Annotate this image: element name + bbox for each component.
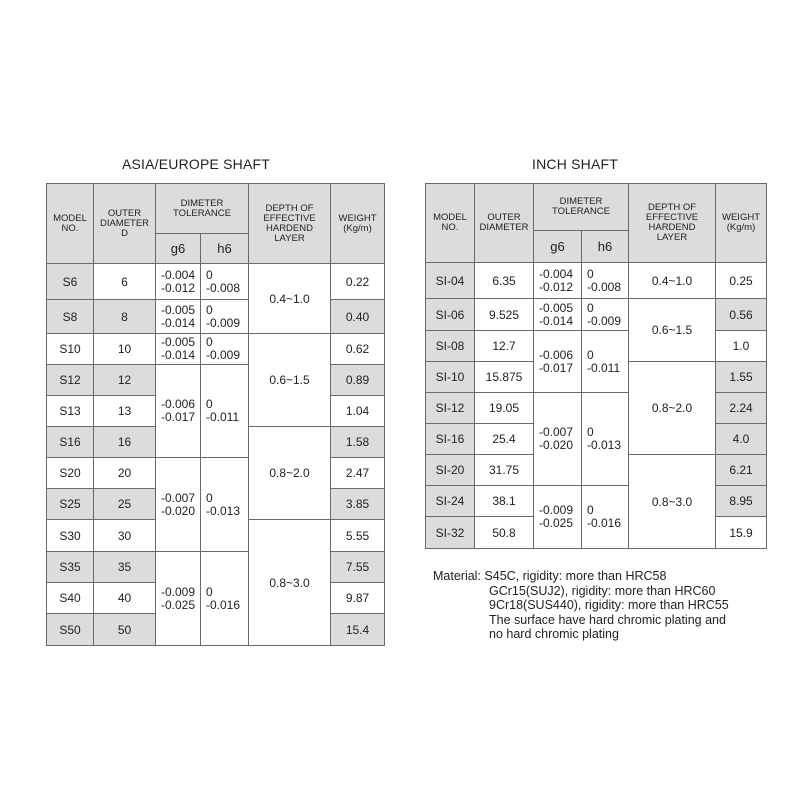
asia-europe-title: ASIA/EUROPE SHAFT bbox=[121, 156, 271, 172]
outer-diameter-cell: 6 bbox=[94, 264, 156, 300]
h6-cell: 0 -0.009 bbox=[582, 299, 629, 331]
outer-diameter-cell: 20 bbox=[94, 458, 156, 489]
model-cell: SI-06 bbox=[426, 299, 475, 331]
h6-cell: 0 -0.013 bbox=[582, 393, 629, 486]
weight-cell: 0.25 bbox=[716, 263, 767, 299]
material-line: Material: S45C, rigidity: more than HRC58 bbox=[433, 569, 667, 583]
weight-cell: 6.21 bbox=[716, 455, 767, 486]
weight-cell: 15.9 bbox=[716, 517, 767, 549]
depth-cell: 0.6~1.5 bbox=[249, 334, 331, 427]
weight-cell: 0.40 bbox=[331, 300, 385, 334]
weight-cell: 3.85 bbox=[331, 489, 385, 520]
weight-cell: 1.0 bbox=[716, 331, 767, 362]
g6-cell: -0.006 -0.017 bbox=[156, 365, 201, 458]
model-cell: S40 bbox=[47, 583, 94, 614]
weight-cell: 1.58 bbox=[331, 427, 385, 458]
material-line: 9Cr18(SUS440), rigidity: more than HRC55 bbox=[489, 598, 729, 612]
h6-cell: 0 -0.016 bbox=[201, 552, 249, 646]
h6-cell: 0 -0.009 bbox=[201, 334, 249, 365]
outer-diameter-cell: 25.4 bbox=[475, 424, 534, 455]
g6-cell: -0.009 -0.025 bbox=[156, 552, 201, 646]
h6-header: h6 bbox=[201, 234, 249, 264]
depth-cell: 0.8~2.0 bbox=[629, 362, 716, 455]
g6-cell: -0.006 -0.017 bbox=[534, 331, 582, 393]
g6-cell: -0.007 -0.020 bbox=[534, 393, 582, 486]
weight-cell: 4.0 bbox=[716, 424, 767, 455]
h6-cell: 0 -0.008 bbox=[201, 264, 249, 300]
model-cell: SI-20 bbox=[426, 455, 475, 486]
weight-cell: 15.4 bbox=[331, 614, 385, 646]
weight-cell: 9.87 bbox=[331, 583, 385, 614]
depth-header: DEPTH OF EFFECTIVE HARDEND LAYER bbox=[629, 184, 716, 263]
inch-shaft-title: INCH SHAFT bbox=[532, 156, 618, 172]
weight-cell: 0.56 bbox=[716, 299, 767, 331]
model-cell: S30 bbox=[47, 520, 94, 552]
g6-cell: -0.005 -0.014 bbox=[156, 300, 201, 334]
model-cell: S10 bbox=[47, 334, 94, 365]
outer-diameter-cell: 50.8 bbox=[475, 517, 534, 549]
model-cell: SI-16 bbox=[426, 424, 475, 455]
model-cell: S6 bbox=[47, 264, 94, 300]
h6-cell: 0 -0.008 bbox=[582, 263, 629, 299]
model-cell: S35 bbox=[47, 552, 94, 583]
outer-diameter-cell: 9.525 bbox=[475, 299, 534, 331]
model-header: MODEL NO. bbox=[47, 184, 94, 264]
outer-diameter-cell: 15.875 bbox=[475, 362, 534, 393]
outer-diameter-cell: 19.05 bbox=[475, 393, 534, 424]
weight-cell: 0.22 bbox=[331, 264, 385, 300]
h6-cell: 0 -0.009 bbox=[201, 300, 249, 334]
g6-header: g6 bbox=[534, 231, 582, 263]
outer-diameter-cell: 31.75 bbox=[475, 455, 534, 486]
depth-cell: 0.8~2.0 bbox=[249, 427, 331, 520]
model-cell: S8 bbox=[47, 300, 94, 334]
weight-cell: 7.55 bbox=[331, 552, 385, 583]
outer-diameter-cell: 35 bbox=[94, 552, 156, 583]
weight-cell: 5.55 bbox=[331, 520, 385, 552]
outer-diameter-header: OUTER DIAMETER D bbox=[94, 184, 156, 264]
g6-cell: -0.004 -0.012 bbox=[156, 264, 201, 300]
h6-cell: 0 -0.013 bbox=[201, 458, 249, 552]
weight-cell: 2.24 bbox=[716, 393, 767, 424]
outer-diameter-cell: 10 bbox=[94, 334, 156, 365]
inch-shaft-table bbox=[425, 183, 767, 549]
model-cell: SI-12 bbox=[426, 393, 475, 424]
outer-diameter-cell: 13 bbox=[94, 396, 156, 427]
outer-diameter-cell: 6.35 bbox=[475, 263, 534, 299]
h6-header: h6 bbox=[582, 231, 629, 263]
outer-diameter-cell: 8 bbox=[94, 300, 156, 334]
g6-cell: -0.004 -0.012 bbox=[534, 263, 582, 299]
outer-diameter-cell: 12.7 bbox=[475, 331, 534, 362]
model-cell: S16 bbox=[47, 427, 94, 458]
g6-cell: -0.007 -0.020 bbox=[156, 458, 201, 552]
weight-cell: 0.89 bbox=[331, 365, 385, 396]
outer-diameter-cell: 12 bbox=[94, 365, 156, 396]
material-line: The surface have hard chromic plating and bbox=[489, 612, 726, 627]
model-cell: SI-04 bbox=[426, 263, 475, 299]
depth-header: DEPTH OF EFFECTIVE HARDEND LAYER bbox=[249, 184, 331, 264]
h6-cell: 0 -0.011 bbox=[201, 365, 249, 458]
model-cell: SI-32 bbox=[426, 517, 475, 549]
outer-diameter-cell: 50 bbox=[94, 614, 156, 646]
outer-diameter-header: OUTER DIAMETER bbox=[475, 184, 534, 263]
depth-cell: 0.8~3.0 bbox=[249, 520, 331, 646]
model-cell: S13 bbox=[47, 396, 94, 427]
g6-header: g6 bbox=[156, 234, 201, 264]
depth-cell: 0.6~1.5 bbox=[629, 299, 716, 362]
model-cell: S25 bbox=[47, 489, 94, 520]
model-cell: S20 bbox=[47, 458, 94, 489]
material-note bbox=[433, 569, 729, 642]
asia-europe-table bbox=[46, 183, 385, 646]
h6-cell: 0 -0.011 bbox=[582, 331, 629, 393]
depth-cell: 0.4~1.0 bbox=[249, 264, 331, 334]
weight-header: WEIGHT (Kg/m) bbox=[716, 184, 767, 263]
model-cell: SI-10 bbox=[426, 362, 475, 393]
depth-cell: 0.8~3.0 bbox=[629, 455, 716, 549]
outer-diameter-cell: 25 bbox=[94, 489, 156, 520]
weight-header: WEIGHT (Kg/m) bbox=[331, 184, 385, 264]
tolerance-header: DIMETER TOLERANCE bbox=[534, 184, 629, 231]
material-line: GCr15(SUJ2), rigidity: more than HRC60 bbox=[489, 583, 716, 598]
outer-diameter-cell: 30 bbox=[94, 520, 156, 552]
tolerance-header: DIMETER TOLERANCE bbox=[156, 184, 249, 234]
h6-cell: 0 -0.016 bbox=[582, 486, 629, 549]
g6-cell: -0.009 -0.025 bbox=[534, 486, 582, 549]
outer-diameter-cell: 16 bbox=[94, 427, 156, 458]
model-header: MODEL NO. bbox=[426, 184, 475, 263]
weight-cell: 1.04 bbox=[331, 396, 385, 427]
weight-cell: 8.95 bbox=[716, 486, 767, 517]
g6-cell: -0.005 -0.014 bbox=[534, 299, 582, 331]
model-cell: S12 bbox=[47, 365, 94, 396]
model-cell: S50 bbox=[47, 614, 94, 646]
model-cell: SI-08 bbox=[426, 331, 475, 362]
outer-diameter-cell: 40 bbox=[94, 583, 156, 614]
weight-cell: 0.62 bbox=[331, 334, 385, 365]
weight-cell: 1.55 bbox=[716, 362, 767, 393]
g6-cell: -0.005 -0.014 bbox=[156, 334, 201, 365]
material-line: no hard chromic plating bbox=[489, 627, 619, 641]
model-cell: SI-24 bbox=[426, 486, 475, 517]
outer-diameter-cell: 38.1 bbox=[475, 486, 534, 517]
depth-cell: 0.4~1.0 bbox=[629, 263, 716, 299]
weight-cell: 2.47 bbox=[331, 458, 385, 489]
